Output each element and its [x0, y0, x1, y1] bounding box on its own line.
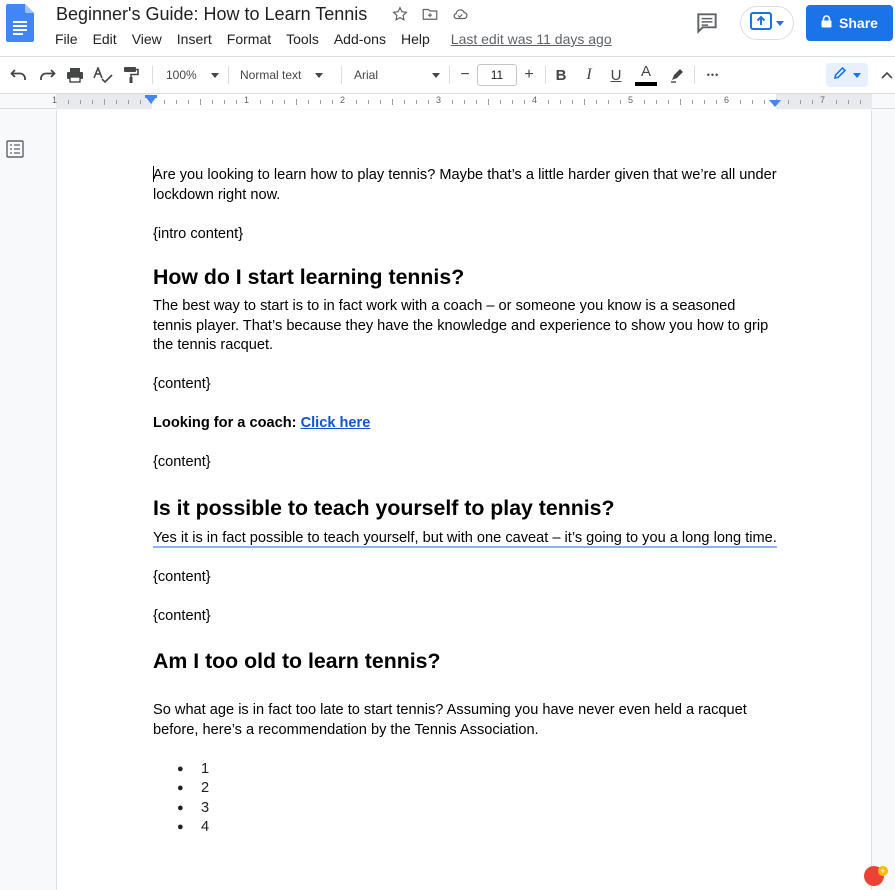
ruler-tick — [140, 100, 141, 104]
menu-bar — [55, 30, 612, 48]
ruler-tick — [464, 100, 465, 104]
ruler-number: 1 — [52, 95, 58, 105]
spellcheck-icon[interactable] — [92, 64, 114, 86]
ruler-tick — [356, 100, 357, 104]
menu-format[interactable]: Format — [226, 31, 272, 47]
print-icon[interactable] — [64, 64, 86, 86]
ruler-tick — [68, 100, 69, 104]
paint-format-icon[interactable] — [120, 64, 142, 86]
ruler-tick — [800, 100, 801, 104]
pencil-icon — [833, 66, 847, 85]
list-item[interactable]: ● 4 — [177, 818, 777, 838]
ruler-tick — [848, 100, 849, 104]
ruler-tick — [320, 100, 321, 104]
menu-help[interactable]: Help — [400, 31, 430, 47]
ruler-number: 3 — [436, 95, 442, 105]
document-outline-icon[interactable] — [6, 140, 24, 158]
plus-icon: + — [878, 866, 888, 876]
share-button[interactable] — [806, 5, 893, 41]
ruler-tick — [488, 99, 489, 105]
menu-tools[interactable]: Tools — [286, 31, 319, 47]
ruler-number: 2 — [340, 95, 346, 105]
move-to-folder-icon[interactable] — [419, 3, 441, 25]
collapse-menus-icon[interactable] — [880, 64, 894, 86]
ruler-tick — [692, 100, 693, 104]
ruler-tick — [716, 100, 717, 104]
heading-too-old[interactable]: Am I too old to learn tennis? — [153, 649, 441, 673]
ruler-tick — [404, 100, 405, 104]
chevron-down-icon — [211, 73, 219, 78]
ruler-tick — [296, 99, 297, 105]
first-line-indent-marker[interactable] — [145, 95, 157, 98]
font-select[interactable] — [350, 64, 445, 86]
content-placeholder[interactable]: {content} — [153, 454, 211, 470]
horizontal-ruler[interactable] — [0, 94, 895, 109]
coach-label: Looking for a coach: — [153, 415, 297, 431]
zoom-select[interactable] — [162, 64, 220, 86]
ruler-tick — [176, 100, 177, 104]
bold-button[interactable]: B — [555, 66, 567, 84]
ruler-tick — [560, 100, 561, 104]
ruler-tick — [764, 100, 765, 104]
ruler-tick — [584, 99, 585, 105]
paragraph-coach[interactable]: The best way to start is to in fact work with a coach – or someone you know is a seasoned tennis player. That’s because they have the knowledge and experience to show you how to grip the tennis racquet. — [153, 298, 769, 353]
content-placeholder[interactable]: {content} — [153, 607, 211, 624]
list-item[interactable]: ● 3 — [177, 799, 777, 819]
ruler-tick — [644, 100, 645, 104]
font-value: Arial — [354, 68, 379, 82]
ruler-tick — [452, 100, 453, 104]
heading-teach-yourself[interactable]: Is it possible to teach yourself to play tennis? — [153, 495, 615, 520]
bullet-list[interactable] — [153, 760, 777, 838]
intro-placeholder[interactable]: {intro content} — [153, 225, 244, 242]
decrease-font-size-button[interactable]: − — [460, 66, 470, 83]
ruler-tick — [428, 100, 429, 104]
ruler-tick — [860, 100, 861, 104]
text-color-button[interactable] — [634, 62, 658, 88]
ruler-tick — [512, 100, 513, 104]
chevron-down-icon — [315, 73, 323, 78]
ruler-tick — [476, 100, 477, 104]
ruler-number: 1 — [244, 95, 250, 105]
menu-file[interactable]: File — [55, 31, 78, 47]
redo-icon[interactable] — [36, 64, 58, 86]
ruler-tick — [284, 100, 285, 104]
ruler-number: 5 — [628, 95, 634, 105]
text-color-swatch — [635, 82, 657, 86]
ruler-tick — [704, 100, 705, 104]
more-options-button[interactable]: ••• — [706, 70, 720, 80]
star-icon[interactable] — [389, 3, 411, 25]
increase-font-size-button[interactable]: + — [524, 66, 534, 83]
document-page[interactable] — [56, 110, 872, 890]
editing-mode-button[interactable] — [826, 63, 868, 87]
ruler-tick — [200, 99, 201, 105]
ruler-tick — [260, 100, 261, 104]
ruler-tick — [80, 100, 81, 104]
ruler-tick — [752, 100, 753, 104]
comment-history-icon[interactable] — [694, 10, 720, 36]
share-label: Share — [839, 15, 878, 31]
ruler-number: 4 — [532, 95, 538, 105]
ruler-tick — [368, 100, 369, 104]
menu-insert[interactable]: Insert — [176, 31, 212, 47]
font-size-input[interactable]: 11 — [477, 64, 517, 86]
ruler-tick — [608, 100, 609, 104]
undo-icon[interactable] — [8, 64, 30, 86]
ruler-tick — [104, 99, 105, 105]
style-value: Normal text — [240, 68, 302, 82]
italic-button[interactable]: I — [586, 66, 592, 83]
paragraph-age[interactable]: So what age is in fact too late to start tennis? Assuming you have never even held a racquet before, here’s a recommendation by the Tennis Association. — [153, 702, 747, 738]
docs-logo-icon[interactable] — [6, 4, 34, 42]
underline-button[interactable]: U — [610, 66, 622, 84]
ruler-tick — [92, 100, 93, 104]
ruler-tick — [392, 99, 393, 105]
right-indent-marker[interactable] — [769, 100, 781, 107]
ruler-tick — [308, 100, 309, 104]
document-title[interactable]: Beginner's Guide: How to Learn Tennis — [56, 4, 368, 24]
chevron-down-icon — [776, 21, 784, 26]
menu-addons[interactable]: Add-ons — [333, 31, 386, 47]
chevron-down-icon — [432, 73, 440, 78]
intro-paragraph[interactable]: Are you looking to learn how to play tennis? Maybe that’s a little harder given that we’re all under lockdown right now. — [153, 167, 777, 203]
content-placeholder[interactable]: {content} — [153, 568, 211, 585]
ruler-tick — [128, 100, 129, 104]
document-body[interactable] — [153, 166, 777, 838]
ruler-number: 6 — [724, 95, 730, 105]
ruler-tick — [332, 100, 333, 104]
lock-icon — [821, 15, 832, 31]
ruler-tick — [224, 100, 225, 104]
ruler-tick — [116, 100, 117, 104]
ruler-tick — [620, 100, 621, 104]
menu-view[interactable]: View — [131, 31, 162, 47]
ruler-tick — [836, 100, 837, 104]
highlight-color-icon[interactable] — [666, 64, 688, 86]
ruler-tick — [212, 100, 213, 104]
cloud-saved-icon[interactable] — [449, 3, 471, 25]
list-item[interactable]: ● 1 — [177, 760, 777, 780]
ruler-tick — [272, 100, 273, 104]
ruler-tick — [788, 100, 789, 104]
formatting-toolbar — [0, 56, 895, 94]
ruler-tick — [500, 100, 501, 104]
heading-start-learning[interactable]: How do I start learning tennis? — [153, 265, 465, 289]
ruler-tick — [548, 100, 549, 104]
ruler-tick — [680, 99, 681, 105]
last-edit-link[interactable]: Last edit was 11 days ago — [450, 31, 612, 47]
ruler-tick — [416, 100, 417, 104]
content-placeholder[interactable]: {content} — [153, 376, 211, 392]
ruler-tick — [656, 100, 657, 104]
present-icon — [750, 12, 772, 35]
ruler-tick — [596, 100, 597, 104]
app-header — [0, 0, 895, 56]
ruler-number: 7 — [820, 95, 826, 105]
paragraph-teach-yourself[interactable]: Yes it is in fact possible to teach yourself, but with one caveat – it’s going to you a long long time. — [153, 529, 777, 546]
ruler-tick — [236, 100, 237, 104]
text-color-label: A — [640, 63, 651, 80]
list-item[interactable]: ● 2 — [177, 779, 777, 799]
ruler-tick — [740, 100, 741, 104]
ruler-tick — [668, 100, 669, 104]
ruler-tick — [812, 100, 813, 104]
zoom-value: 100% — [166, 68, 197, 82]
ruler-tick — [164, 100, 165, 104]
style-select[interactable] — [236, 64, 332, 86]
menu-edit[interactable]: Edit — [92, 31, 117, 47]
click-here-link[interactable]: Click here — [300, 415, 371, 431]
ruler-tick — [380, 100, 381, 104]
ruler-tick — [572, 100, 573, 104]
present-button[interactable] — [740, 6, 794, 40]
chevron-down-icon — [853, 73, 861, 78]
vertical-scrollbar[interactable] — [877, 110, 895, 876]
ruler-tick — [524, 100, 525, 104]
coach-line[interactable] — [153, 414, 777, 434]
ruler-tick — [188, 100, 189, 104]
